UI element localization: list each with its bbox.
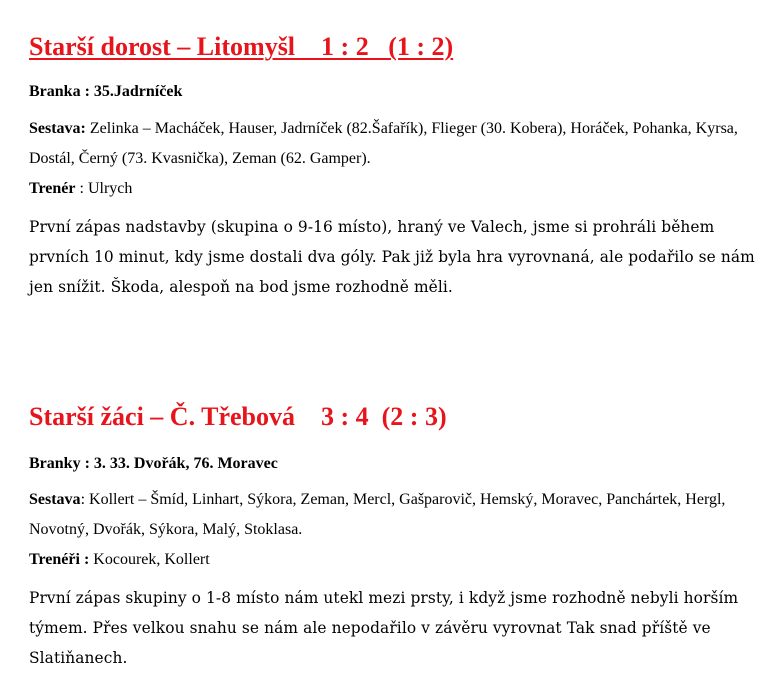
lineup-label: Sestava <box>29 491 81 508</box>
goals-line: Branka : 35.Jadrníček <box>29 83 183 100</box>
coach-label: Trenéři : <box>29 551 90 568</box>
coach-label: Trenér <box>29 180 76 197</box>
coach-text: Kocourek, Kollert <box>89 551 210 568</box>
match-heading: Starší žáci – Č. Třebová 3 : 4 (2 : 3) <box>29 402 447 431</box>
coach-text: : Ulrych <box>75 180 133 197</box>
match-report-text: První zápas skupiny o 1-8 místo nám utekl mezi prsty, i když jsme rozhodně nebyli horším týmem. Přes velkou snahu se nám ale nepodařilo v závěru vyrovnat Tak snad příště ve Slatiňanech. <box>29 589 739 667</box>
goals-line: Branky : 3. 33. Dvořák, 76. Moravec <box>29 455 278 472</box>
match-report-text: První zápas nadstavby (skupina o 9-16 místo), hraný ve Valech, jsme si prohráli během prvních 10 minut, kdy jsme dostali dva góly. Pak již byla hra vyrovnaná, ale podařilo se nám jen snížit. Škoda, alespoň na bod jsme rozhodně měli. <box>29 218 755 296</box>
lineup-text: Zelinka – Macháček, Hauser, Jadrníček (82.Šafařík), Flieger (30. Kobera), Horáček, Pohanka, Kyrsa, Dostál, Černý (73. Kvasnička), Zeman (62. Gamper). <box>29 120 738 167</box>
match-report-starsi-zaci <box>29 400 755 673</box>
match-heading: Starší dorost – Litomyšl 1 : 2 (1 : 2) <box>29 32 454 61</box>
lineup-label: Sestava: <box>29 120 86 137</box>
lineup-text: : Kollert – Šmíd, Linhart, Sýkora, Zeman, Mercl, Gašparovič, Hemský, Moravec, Panchártek, Hergl, Novotný, Dvořák, Sýkora, Malý, Stoklasa. <box>29 491 726 538</box>
match-report-starsi-dorost <box>29 30 755 302</box>
lineup-block <box>29 485 755 575</box>
lineup-block <box>29 114 755 204</box>
